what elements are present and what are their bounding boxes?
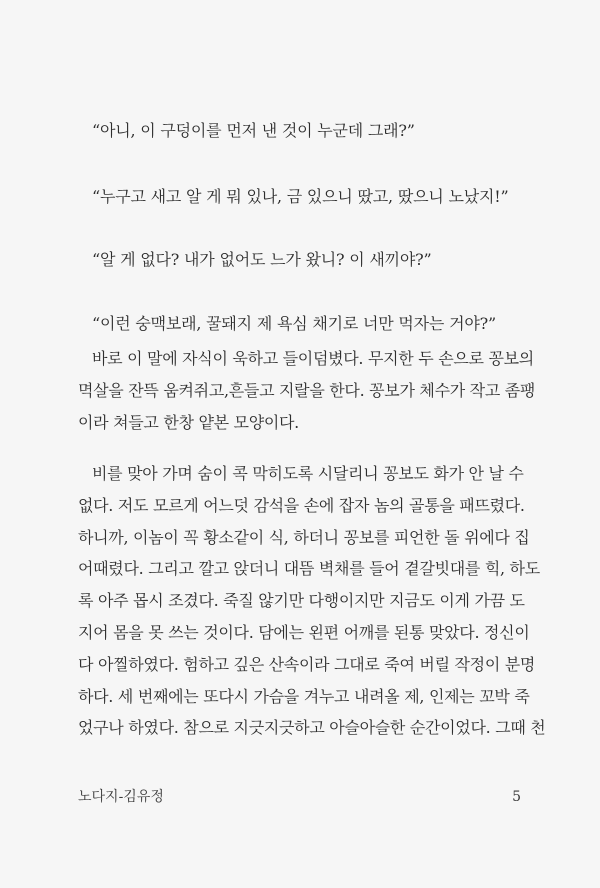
narrative-paragraph (78, 458, 546, 744)
paragraph-line: 었구나 하였다. 참으로 지긋지긋하고 아슬아슬한 순간이었다. 그때 천 (78, 718, 546, 738)
narrative-paragraph (78, 343, 536, 438)
paragraph-line: 없다. 저도 모르게 어느덧 감석을 손에 잡자 놈의 골통을 패뜨렸다. (78, 495, 525, 515)
dialogue-line: “아니, 이 구덩이를 먼저 낸 것이 누군데 그래?” (92, 121, 415, 140)
footer-book-title: 노다지-김유정 (78, 789, 164, 805)
paragraph-line: 하니까, 이놈이 꼭 황소같이 식, 하더니 꽁보를 피언한 돌 위에다 집 (78, 527, 530, 547)
paragraph-line: 바로 이 말에 자식이 욱하고 들이덤볐다. 무지한 두 손으로 꽁보의 (92, 349, 534, 368)
paragraph-line: 이라 쳐들고 한창 얕본 모양이다. (78, 412, 299, 432)
paragraph-line: 록 아주 몹시 조겼다. 죽질 않기만 다행이지만 지금도 이게 가끔 도 (78, 591, 525, 611)
dialogue-line: “알 게 없다? 내가 없어도 느가 왔니? 이 새끼야?” (92, 250, 432, 269)
dialogue-line: “이런 숭맥보래, 꿀돼지 제 욕심 채기로 너만 먹자는 거야?” (92, 314, 496, 333)
paragraph-line: 멱살을 잔뜩 움켜쥐고,흔들고 지랄을 한다. 꽁보가 체수가 작고 좀팽 (78, 380, 536, 400)
paragraph-line: 지어 몸을 못 쓰는 것이다. 담에는 왼편 어깨를 된통 맞았다. 정신이 (78, 622, 530, 642)
paragraph-line: 비를 맞아 가며 숨이 콕 막히도록 시달리니 꽁보도 화가 안 날 수 (92, 464, 524, 483)
dialogue-line: “누구고 새고 알 게 뭐 있나, 금 있으니 땄고, 땄으니 노났지!” (92, 187, 509, 206)
paragraph-line: 다 아찔하였다. 험하고 깊은 산속이라 그대로 죽여 버릴 작정이 분명 (78, 654, 536, 674)
paragraph-line: 어때렸다. 그리고 깔고 앉더니 대뜸 벽채를 들어 곁갈빗대를 힉, 하도 (78, 559, 540, 579)
paragraph-line: 하다. 세 번째에는 또다시 가슴을 겨누고 내려올 제, 인제는 꼬박 죽 (78, 686, 530, 706)
footer-page-number: 5 (512, 789, 521, 805)
